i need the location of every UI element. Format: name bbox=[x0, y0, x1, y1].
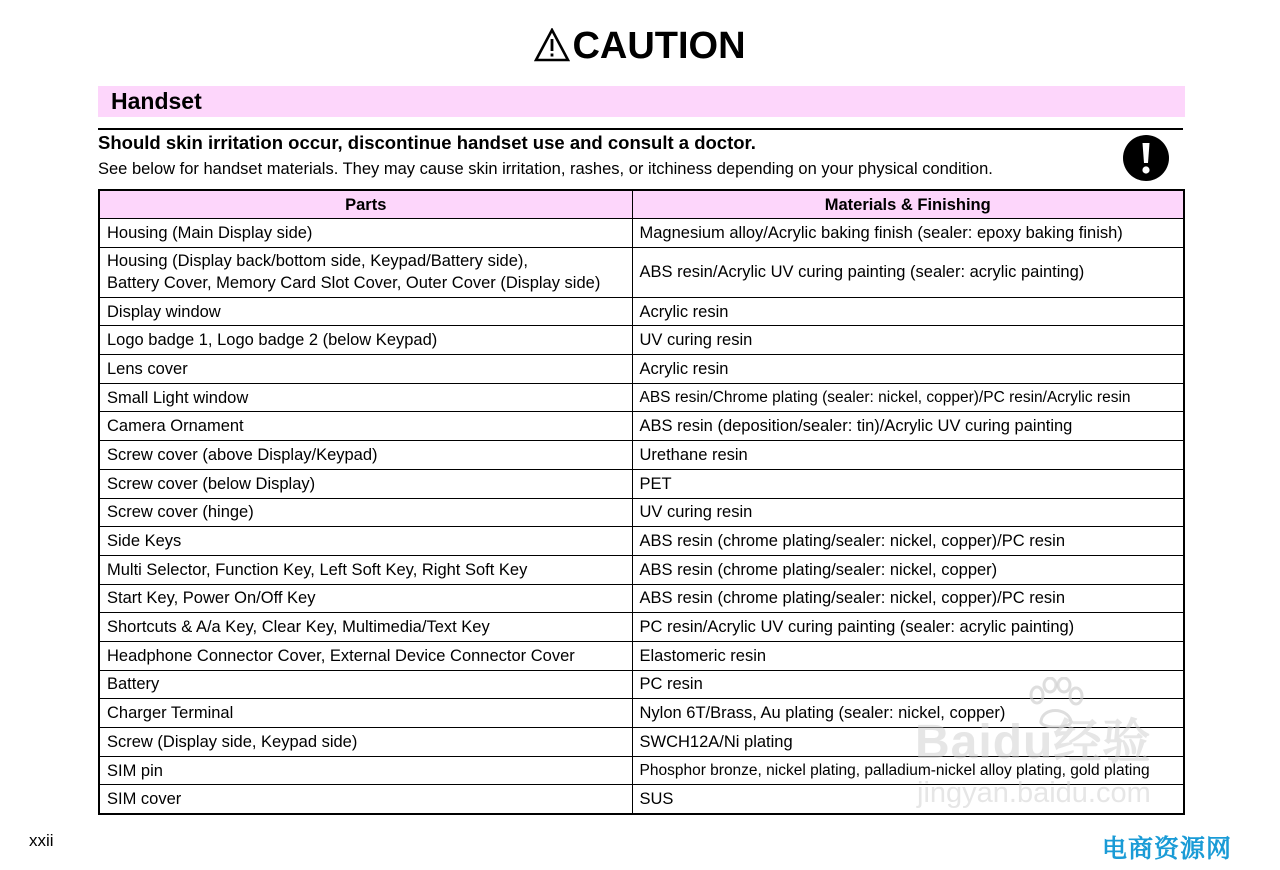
table-row bbox=[99, 527, 1184, 556]
table-row bbox=[99, 699, 1184, 728]
corner-watermark: 电商资源网 bbox=[1102, 835, 1233, 863]
material-cell: SUS bbox=[632, 785, 1184, 814]
page-number: xxii bbox=[29, 831, 54, 850]
material-cell: Magnesium alloy/Acrylic baking finish (sealer: epoxy baking finish) bbox=[632, 219, 1184, 248]
table-row bbox=[99, 613, 1184, 642]
watermark-brand: Baidu经验 bbox=[915, 716, 1152, 769]
table-row bbox=[99, 247, 1184, 297]
part-cell: Screw cover (below Display) bbox=[99, 469, 632, 498]
mandatory-action-icon bbox=[1122, 134, 1170, 182]
page-title-text: CAUTION bbox=[572, 25, 746, 67]
table-row bbox=[99, 641, 1184, 670]
table-row bbox=[99, 219, 1184, 248]
material-cell: ABS resin (chrome plating/sealer: nickel, copper)/PC resin bbox=[632, 527, 1184, 556]
table-row bbox=[99, 756, 1184, 785]
section-header bbox=[98, 86, 1185, 117]
part-cell: Side Keys bbox=[99, 527, 632, 556]
material-cell: PC resin bbox=[632, 670, 1184, 699]
part-cell: SIM pin bbox=[99, 756, 632, 785]
column-header-parts: Parts bbox=[99, 190, 632, 219]
table-row bbox=[99, 728, 1184, 757]
table-header-row bbox=[99, 190, 1184, 219]
material-cell: Elastomeric resin bbox=[632, 641, 1184, 670]
part-cell: Screw cover (above Display/Keypad) bbox=[99, 441, 632, 470]
part-cell: Display window bbox=[99, 297, 632, 326]
table-row bbox=[99, 498, 1184, 527]
material-cell: PC resin/Acrylic UV curing painting (sealer: acrylic painting) bbox=[632, 613, 1184, 642]
table-row bbox=[99, 555, 1184, 584]
material-cell: Acrylic resin bbox=[632, 355, 1184, 384]
material-cell: ABS resin (deposition/sealer: tin)/Acrylic UV curing painting bbox=[632, 412, 1184, 441]
material-cell: Acrylic resin bbox=[632, 297, 1184, 326]
material-cell: Phosphor bronze, nickel plating, palladium-nickel alloy plating, gold plating bbox=[632, 756, 1184, 785]
material-cell: ABS resin/Chrome plating (sealer: nickel, copper)/PC resin/Acrylic resin bbox=[632, 383, 1184, 412]
part-cell: Logo badge 1, Logo badge 2 (below Keypad) bbox=[99, 326, 632, 355]
table-row bbox=[99, 326, 1184, 355]
part-cell: Screw (Display side, Keypad side) bbox=[99, 728, 632, 757]
watermark-url: jingyan.baidu.com bbox=[917, 777, 1151, 809]
table-row bbox=[99, 441, 1184, 470]
table-row bbox=[99, 670, 1184, 699]
material-cell: UV curing resin bbox=[632, 498, 1184, 527]
material-cell: SWCH12A/Ni plating bbox=[632, 728, 1184, 757]
part-cell: Lens cover bbox=[99, 355, 632, 384]
table-row bbox=[99, 383, 1184, 412]
part-cell: Start Key, Power On/Off Key bbox=[99, 584, 632, 613]
material-cell: ABS resin/Acrylic UV curing painting (sealer: acrylic painting) bbox=[632, 247, 1184, 297]
table-row bbox=[99, 355, 1184, 384]
table-row bbox=[99, 297, 1184, 326]
warning-description: See below for handset materials. They may cause skin irritation, rashes, or itchiness depending on your physical condition. bbox=[98, 160, 993, 178]
part-cell: Housing (Main Display side) bbox=[99, 219, 632, 248]
part-cell: SIM cover bbox=[99, 785, 632, 814]
warning-headline: Should skin irritation occur, discontinue handset use and consult a doctor. bbox=[98, 132, 756, 153]
part-cell-line: Battery Cover, Memory Card Slot Cover, Outer Cover (Display side) bbox=[107, 274, 601, 293]
divider bbox=[98, 128, 1183, 130]
part-cell: Multi Selector, Function Key, Left Soft Key, Right Soft Key bbox=[99, 555, 632, 584]
part-cell: Camera Ornament bbox=[99, 412, 632, 441]
part-cell: Screw cover (hinge) bbox=[99, 498, 632, 527]
part-cell: Shortcuts & A/a Key, Clear Key, Multimedia/Text Key bbox=[99, 613, 632, 642]
material-cell: ABS resin (chrome plating/sealer: nickel, copper) bbox=[632, 555, 1184, 584]
material-cell: UV curing resin bbox=[632, 326, 1184, 355]
part-cell: Small Light window bbox=[99, 383, 632, 412]
page-title bbox=[0, 22, 1280, 74]
material-cell: Nylon 6T/Brass, Au plating (sealer: nickel, copper) bbox=[632, 699, 1184, 728]
section-title: Handset bbox=[111, 88, 202, 114]
part-cell: Battery bbox=[99, 670, 632, 699]
materials-table bbox=[98, 189, 1185, 815]
table-row bbox=[99, 412, 1184, 441]
warning-triangle-icon bbox=[534, 26, 570, 74]
table-row bbox=[99, 469, 1184, 498]
table-row bbox=[99, 785, 1184, 814]
part-cell: Charger Terminal bbox=[99, 699, 632, 728]
column-header-materials: Materials & Finishing bbox=[632, 190, 1184, 219]
table-row bbox=[99, 584, 1184, 613]
part-cell bbox=[99, 247, 632, 297]
material-cell: PET bbox=[632, 469, 1184, 498]
material-cell: Urethane resin bbox=[632, 441, 1184, 470]
part-cell: Headphone Connector Cover, External Device Connector Cover bbox=[99, 641, 632, 670]
material-cell: ABS resin (chrome plating/sealer: nickel, copper)/PC resin bbox=[632, 584, 1184, 613]
part-cell-line: Housing (Display back/bottom side, Keypad/Battery side), bbox=[107, 252, 528, 271]
